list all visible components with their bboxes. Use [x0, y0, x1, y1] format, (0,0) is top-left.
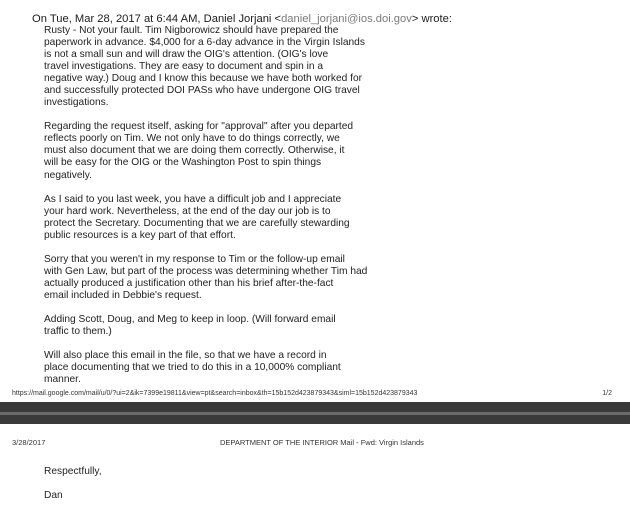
sender-email: daniel_jorjani@ios.doi.gov [281, 13, 412, 25]
body-paragraph: As I said to you last week, you have a difficult job and I appreciate your hard work. Nevertheless, at the end of the day our job is to protect the Secretary. Documenting that we are carefully stewarding public resources is a key part of that effort. [44, 193, 350, 241]
print-header-title: DEPARTMENT OF THE INTERIOR Mail - Fwd: Virgin Islands [220, 438, 424, 447]
body-paragraph: Rusty - Not your fault. Tim Nigborowicz should have prepared the paperwork in advance. $4,000 for a 6-day advance in the Virgin Islands is not a small sun and will draw the OIG's attention. (OIG's love travel investigations. They are easy to document and spin in a negative way.) Doug and I know this because we have both worked for and successfully protected DOI PASs who have undergone OIG travel investigations. [44, 25, 365, 109]
page-separator-highlight [0, 412, 630, 415]
signature-name: Dan [44, 490, 63, 501]
print-footer-url: https://mail.google.com/mail/u/0/?ui=2&ik=7399e19811&view=pt&search=inbox&th=15b152d423879343&siml=15b152d423879343 [12, 390, 418, 397]
body-paragraph: Adding Scott, Doug, and Meg to keep in loop. (Will forward email traffic to them.) [44, 313, 336, 337]
page-separator [0, 402, 630, 424]
body-paragraph: Regarding the request itself, asking for "approval" after you departed reflects poorly on Tim. We not only have to do things correctly, we must also document that we are doing them correctly. Otherwise, it will be easy for the OIG or the Washington Post to spin things negatively. [44, 121, 354, 181]
header-suffix: > wrote: [411, 13, 452, 25]
body-paragraph: Sorry that you weren't in my response to Tim or the follow-up email with Gen Law, but part of the process was determining whether Tim had actually produced a justification other than his brief after-the-fact email included in Debbie's request. [44, 253, 368, 301]
closing-line: Respectfully, [44, 466, 102, 477]
header-prefix: On Tue, Mar 28, 2017 at 6:44 AM, Daniel Jorjani < [32, 13, 282, 25]
body-paragraph: Will also place this email in the file, so that we have a record in place documenting that we tried to do this in a 10,000% compliant manner. [44, 350, 341, 386]
email-body [44, 25, 384, 386]
page-number: 1/2 [602, 390, 612, 397]
print-header-date: 3/28/2017 [12, 438, 46, 447]
document-page-2 [0, 424, 630, 509]
email-quote-header [32, 12, 622, 26]
